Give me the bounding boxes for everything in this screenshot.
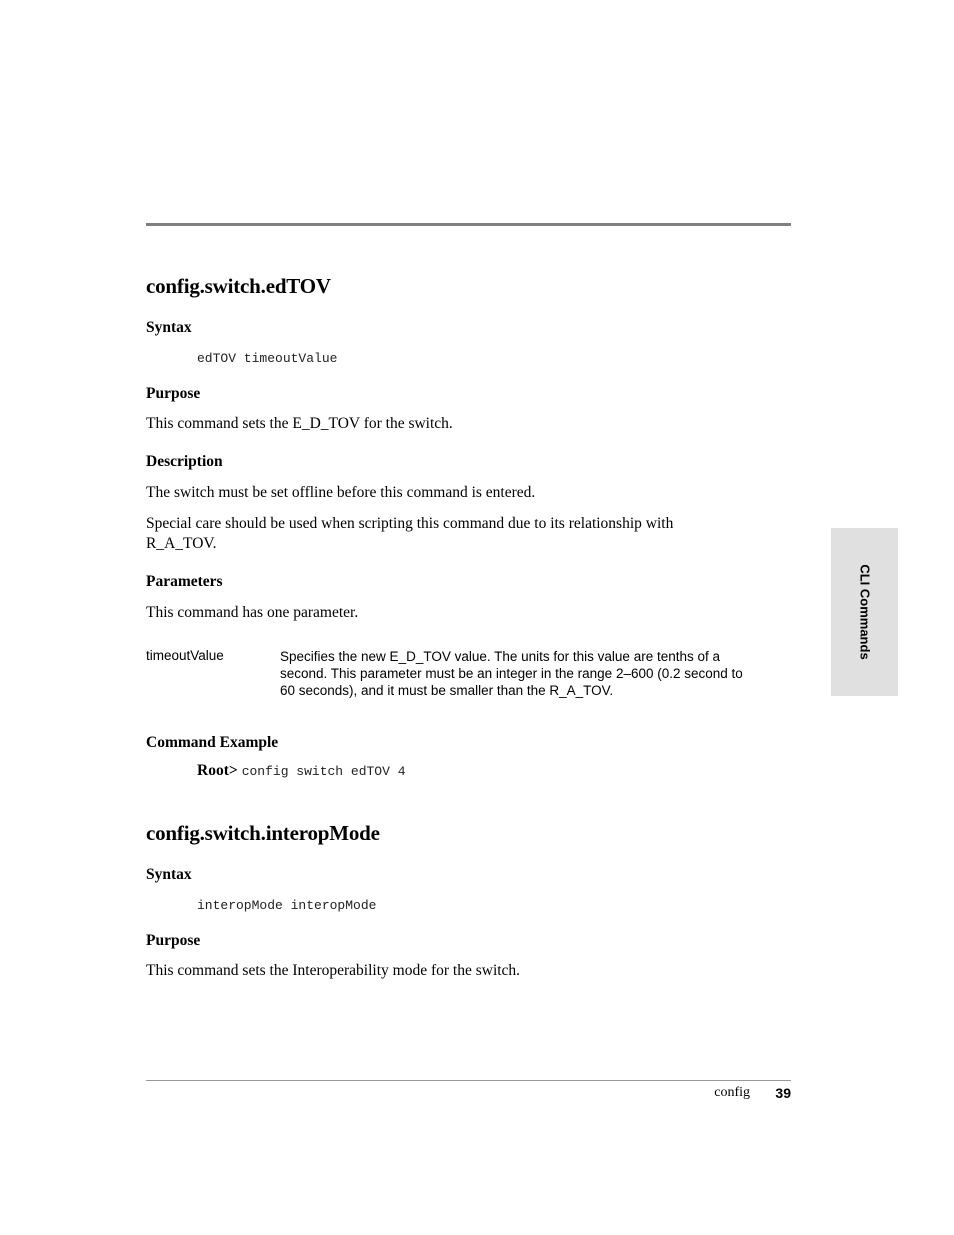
syntax-heading: Syntax: [146, 319, 192, 336]
purpose-text: This command sets the E_D_TOV for the switch.: [146, 415, 453, 432]
parameter-description: [280, 648, 770, 699]
side-tab: [831, 528, 898, 696]
parameter-description-line-2: second. This parameter must be an integer in the range 2–600 (0.2 second to: [280, 666, 743, 681]
purpose-heading-2: Purpose: [146, 932, 201, 949]
parameters-intro: This command has one parameter.: [146, 604, 359, 621]
footer-section-name: config: [714, 1085, 750, 1100]
description-heading: Description: [146, 453, 223, 470]
section-title-interopmode: config.switch.interopMode: [146, 821, 380, 845]
section-title-edtov: config.switch.edTOV: [146, 274, 331, 298]
parameter-description-line-3: 60 seconds), and it must be smaller than the R_A_TOV.: [280, 683, 614, 698]
parameter-name: timeoutValue: [146, 648, 224, 663]
command-example: [197, 762, 406, 780]
description-paragraph-2-line-1: Special care should be used when scripting this command due to its relationship with: [146, 515, 674, 532]
syntax-heading-2: Syntax: [146, 866, 192, 883]
syntax-code: edTOV timeoutValue: [197, 351, 338, 366]
syntax-code-2: interopMode interopMode: [197, 898, 377, 913]
command-example-heading: Command Example: [146, 734, 279, 751]
parameters-heading: Parameters: [146, 573, 223, 590]
footer-rule: [146, 1080, 791, 1081]
page-number: 39: [775, 1085, 791, 1101]
side-tab-label: CLI Commands: [857, 564, 872, 660]
description-paragraph-1: The switch must be set offline before this command is entered.: [146, 484, 536, 501]
top-rule: [146, 223, 791, 226]
command-example-code: config switch edTOV 4: [241, 764, 406, 779]
parameter-description-line-1: Specifies the new E_D_TOV value. The units for this value are tenths of a: [280, 649, 720, 664]
purpose-text-2: This command sets the Interoperability mode for the switch.: [146, 962, 521, 979]
description-paragraph-2-line-2: R_A_TOV.: [146, 535, 217, 552]
purpose-heading: Purpose: [146, 385, 201, 402]
command-prompt: Root>: [197, 762, 238, 779]
